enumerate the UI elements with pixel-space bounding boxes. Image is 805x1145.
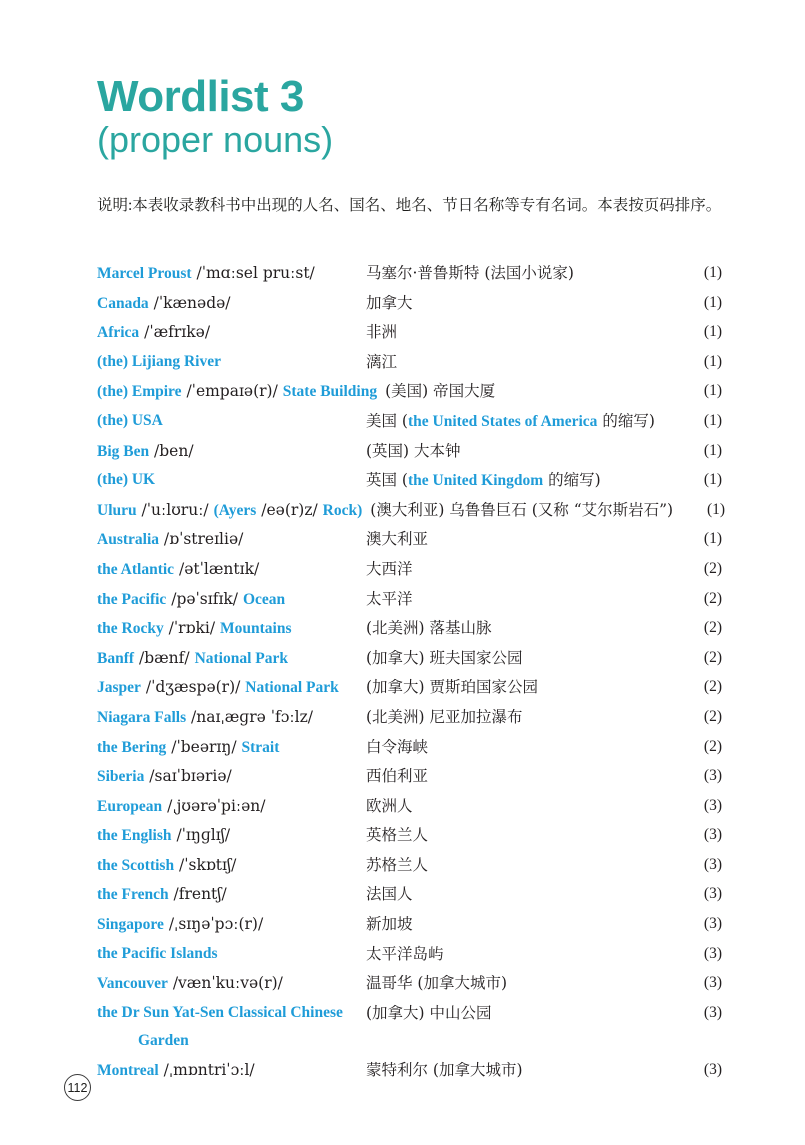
- entry-word: Australia: [97, 531, 159, 549]
- translation-text: 澳大利亚: [366, 530, 429, 549]
- term-line: [97, 437, 358, 467]
- translation-text: (加拿大) 贾斯珀国家公园: [366, 678, 539, 697]
- entry-word: Uluru: [97, 501, 137, 519]
- translation-cell: [366, 259, 670, 289]
- ipa-text: /ɒˈstreɪliə/: [159, 530, 244, 549]
- entry-word: the English: [97, 827, 172, 845]
- ipa-text: /ˈɪŋɡlɪʃ/: [171, 826, 231, 845]
- wordlist-row: [97, 348, 722, 378]
- term-line: [97, 821, 358, 851]
- term-cell: [97, 910, 366, 940]
- translation-text: 加拿大: [366, 293, 413, 312]
- term-cell: [97, 377, 385, 407]
- page-ref: (1): [703, 264, 722, 281]
- wordlist: [97, 259, 726, 1086]
- wordlist-row: [97, 673, 722, 703]
- term-line: [97, 999, 358, 1028]
- ipa-text: /ˈuːlʊruː/: [136, 500, 214, 519]
- translation-text: (北美洲) 落基山脉: [366, 619, 492, 638]
- ipa-text: /ˌmɒntriˈɔːl/: [158, 1061, 255, 1080]
- translation-text: 太平洋岛屿: [366, 944, 444, 963]
- ipa-text: /ˈmɑːsel pruːst/: [191, 264, 315, 282]
- entry-word: State Building: [282, 383, 378, 401]
- entry-word: Siberia: [97, 768, 145, 786]
- term-line: [97, 407, 358, 436]
- term-cell: [97, 318, 366, 348]
- term-cell: [97, 496, 370, 526]
- entry-word: the Atlantic: [97, 560, 175, 578]
- translation-text: (加拿大) 班夫国家公园: [366, 648, 523, 667]
- translation-cell: [366, 880, 670, 910]
- term-cell: [97, 525, 366, 555]
- translation-cell: [366, 437, 670, 467]
- translation-cell: [366, 792, 670, 822]
- ipa-text: /ˈkænədə/: [148, 293, 231, 312]
- translation-cell: [366, 614, 670, 644]
- translation-cell: [385, 377, 670, 407]
- ipa-text: /ˈbeərɪŋ/: [166, 737, 242, 756]
- ipa-text: /ˌjʊərəˈpiːən/: [162, 796, 266, 815]
- term-line: [97, 318, 358, 348]
- entry-word: (Ayers: [213, 501, 257, 519]
- wordlist-row: [97, 496, 726, 526]
- translation-text: 太平洋: [366, 589, 413, 608]
- term-cell: [97, 999, 366, 1056]
- wordlist-row: [97, 407, 722, 437]
- page-subtitle: (proper nouns): [97, 119, 334, 160]
- translation-cell: [366, 703, 670, 733]
- wordlist-row: [97, 466, 722, 496]
- translation-cell: [366, 318, 670, 348]
- translation-text: 的缩写): [543, 471, 601, 490]
- translation-text: 新加坡: [366, 915, 413, 934]
- term-cell: [97, 940, 366, 969]
- page-ref: (3): [703, 944, 722, 962]
- wordlist-row: [97, 999, 722, 1056]
- translation-cell: [366, 585, 670, 615]
- page-ref: (2): [703, 678, 722, 696]
- page-number-badge: [64, 1074, 91, 1101]
- entry-word: the Bering: [97, 738, 167, 756]
- translation-text: 英国 (: [366, 471, 408, 490]
- translation-text: 的缩写): [597, 411, 655, 430]
- entry-word: the Scottish: [97, 856, 175, 874]
- term-cell: [97, 969, 366, 999]
- wordlist-row: [97, 940, 722, 970]
- term-cell: [97, 821, 366, 851]
- term-line: [97, 259, 358, 289]
- translation-cell: [366, 525, 670, 555]
- wordlist-row: [97, 525, 722, 555]
- entry-word: Jasper: [97, 679, 141, 697]
- page-ref: (3): [703, 796, 722, 814]
- page-ref: (3): [703, 1003, 722, 1021]
- page-ref: (2): [703, 648, 722, 666]
- translation-text: (加拿大) 中山公园: [366, 1003, 492, 1022]
- wordlist-row: [97, 555, 722, 585]
- entry-word: the Pacific: [97, 590, 167, 608]
- term-cell: [97, 466, 366, 495]
- translation-text: 非洲: [366, 323, 398, 342]
- wordlist-row: [97, 969, 722, 999]
- entry-word: Garden: [138, 1032, 189, 1050]
- page-ref: (2): [703, 559, 722, 577]
- translation-cell: [366, 851, 670, 881]
- page-ref: (1): [707, 500, 726, 518]
- entry-word: the United Kingdom: [407, 472, 544, 490]
- wordlist-row: [97, 585, 722, 615]
- translation-cell: [366, 910, 670, 940]
- entry-word: Singapore: [97, 916, 164, 934]
- ipa-text: /ˌsɪŋəˈpɔː(r)/: [163, 915, 264, 934]
- entry-word: National Park: [194, 649, 288, 667]
- entry-word: Vancouver: [97, 975, 168, 993]
- description-note: 说明:本表收录教科书中出现的人名、国名、地名、节日名称等专有名词。本表按页码排序。: [97, 197, 722, 214]
- translation-text: 白令海峡: [366, 737, 429, 756]
- translation-cell: [366, 644, 670, 674]
- page-ref: (2): [703, 619, 722, 637]
- page-ref: (1): [703, 323, 722, 341]
- wordlist-row: [97, 289, 722, 319]
- page-ref: (3): [703, 855, 722, 873]
- term-line: [97, 644, 358, 674]
- translation-cell: [366, 407, 670, 437]
- term-line: [97, 466, 358, 495]
- page-ref: (1): [703, 530, 722, 548]
- term-line: [97, 496, 362, 526]
- term-line: [97, 1056, 358, 1086]
- translation-cell: [366, 348, 670, 378]
- term-cell: [97, 614, 366, 644]
- entry-word: (the) Lijiang River: [97, 352, 221, 370]
- entry-word: the Rocky: [97, 620, 164, 638]
- entry-word: Mountains: [219, 620, 292, 638]
- translation-text: (美国) 帝国大厦: [385, 382, 496, 401]
- entry-word: (the) Empire: [97, 383, 182, 401]
- entry-word: the United States of America: [407, 412, 598, 430]
- wordlist-row: [97, 614, 722, 644]
- wordlist-row: [97, 1056, 722, 1086]
- term-line: [97, 289, 358, 319]
- entry-word: Africa: [97, 324, 140, 342]
- page-ref: (3): [703, 826, 722, 844]
- entry-word: Banff: [97, 649, 135, 667]
- entry-word: Ocean: [242, 590, 286, 608]
- wordlist-row: [97, 259, 722, 289]
- term-cell: [97, 437, 366, 467]
- term-line: [97, 733, 358, 763]
- ipa-text: /ˈrɒki/: [163, 619, 220, 638]
- translation-cell: [366, 673, 670, 703]
- wordlist-row: [97, 318, 722, 348]
- term-cell: [97, 733, 366, 763]
- translation-cell: [370, 496, 673, 526]
- translation-text: (北美洲) 尼亚加拉瀑布: [366, 707, 523, 726]
- page-content: [97, 72, 726, 1086]
- term-cell: [97, 348, 366, 377]
- page-ref: (1): [703, 471, 722, 489]
- translation-cell: [366, 289, 670, 319]
- term-line: [97, 614, 358, 644]
- term-cell: [97, 259, 366, 289]
- translation-text: 美国 (: [366, 411, 408, 430]
- ipa-text: /ˈdʒæspə(r)/: [140, 678, 246, 697]
- page-ref: (2): [703, 737, 722, 755]
- ipa-text: /naɪˌæɡrə ˈfɔːlz/: [186, 707, 313, 726]
- term-line: [97, 969, 358, 999]
- term-cell: [97, 407, 366, 436]
- ipa-text: /ben/: [149, 441, 194, 460]
- ipa-text: /ˈskɒtɪʃ/: [174, 855, 237, 874]
- term-line: [97, 762, 358, 792]
- wordlist-row: [97, 821, 722, 851]
- page-ref: (3): [703, 1061, 722, 1079]
- translation-text: 蒙特利尔 (加拿大城市): [366, 1061, 523, 1080]
- translation-cell: [366, 466, 670, 496]
- translation-cell: [366, 821, 670, 851]
- translation-text: 马塞尔·普鲁斯特 (法国小说家): [366, 264, 574, 282]
- term-line: [97, 792, 358, 822]
- entry-word: the Dr Sun Yat-Sen Classical Chinese: [97, 1003, 343, 1021]
- translation-cell: [366, 969, 670, 999]
- ipa-text: /saɪˈbɪəriə/: [144, 767, 232, 786]
- ipa-text: /ˈempaɪə(r)/: [181, 382, 283, 401]
- entry-word: Niagara Falls: [97, 708, 187, 726]
- term-line: [97, 585, 358, 615]
- term-line: [97, 348, 358, 377]
- ipa-text: /ˈæfrɪkə/: [139, 323, 211, 342]
- page-ref: (1): [703, 411, 722, 429]
- translation-cell: [366, 999, 670, 1029]
- ipa-text: /pəˈsɪfɪk/: [166, 589, 243, 608]
- term-cell: [97, 1056, 366, 1086]
- translation-text: 英格兰人: [366, 826, 429, 845]
- entry-word: the French: [97, 886, 169, 904]
- ipa-text: /bænf/: [134, 648, 195, 667]
- page-ref: (3): [703, 767, 722, 785]
- page-ref: (3): [703, 915, 722, 933]
- term-line: [97, 377, 377, 407]
- translation-text: (英国) 大本钟: [366, 441, 461, 460]
- translation-text: 漓江: [366, 352, 398, 371]
- translation-text: 大西洋: [366, 559, 413, 578]
- entry-word: Montreal: [97, 1062, 159, 1080]
- entry-word: Big Ben: [97, 442, 150, 460]
- term-line: [97, 940, 358, 969]
- entry-word: European: [97, 797, 163, 815]
- page-title: Wordlist 3: [97, 72, 304, 121]
- ipa-text: /frentʃ/: [168, 885, 227, 904]
- entry-word: Rock): [322, 501, 363, 519]
- page-ref: (1): [703, 441, 722, 459]
- entry-word: Strait: [241, 738, 280, 756]
- term-cell: [97, 555, 366, 585]
- term-cell: [97, 851, 366, 881]
- term-line-continued: [97, 1027, 358, 1056]
- term-line: [97, 525, 358, 555]
- entry-word: the Pacific Islands: [97, 944, 218, 962]
- term-line: [97, 703, 358, 733]
- translation-cell: [366, 555, 670, 585]
- translation-cell: [366, 1056, 670, 1086]
- wordlist-row: [97, 851, 722, 881]
- term-cell: [97, 673, 366, 703]
- translation-cell: [366, 762, 670, 792]
- wordlist-row: [97, 733, 722, 763]
- translation-text: 温哥华 (加拿大城市): [366, 974, 508, 993]
- translation-text: (澳大利亚) 乌鲁鲁巨石 (又称 “艾尔斯岩石”): [370, 500, 674, 519]
- entry-word: (the) USA: [97, 411, 163, 429]
- translation-text: 欧洲人: [366, 796, 413, 815]
- wordlist-row: [97, 437, 722, 467]
- term-cell: [97, 792, 366, 822]
- page-ref: (3): [703, 974, 722, 992]
- term-line: [97, 880, 358, 910]
- entry-word: Marcel Proust: [97, 265, 192, 282]
- entry-word: (the) UK: [97, 471, 156, 489]
- page-ref: (2): [703, 707, 722, 725]
- ipa-text: /vænˈkuːvə(r)/: [167, 974, 283, 993]
- term-cell: [97, 644, 366, 674]
- page-ref: (1): [703, 382, 722, 400]
- term-line: [97, 910, 358, 940]
- wordlist-row: [97, 377, 722, 407]
- term-cell: [97, 703, 366, 733]
- page-ref: (1): [703, 352, 722, 370]
- entry-word: Canada: [97, 294, 149, 312]
- term-line: [97, 673, 358, 703]
- wordlist-row: [97, 910, 722, 940]
- page-number: 112: [67, 1080, 88, 1095]
- wordlist-row: [97, 880, 722, 910]
- translation-text: 法国人: [366, 885, 413, 904]
- entry-word: National Park: [245, 679, 339, 697]
- term-cell: [97, 880, 366, 910]
- page-ref: (2): [703, 589, 722, 607]
- translation-text: 苏格兰人: [366, 855, 429, 874]
- term-line: [97, 851, 358, 881]
- page-ref: (3): [703, 885, 722, 903]
- wordlist-row: [97, 644, 722, 674]
- page-ref: (1): [703, 293, 722, 311]
- term-cell: [97, 762, 366, 792]
- ipa-text: /ətˈlæntɪk/: [174, 559, 260, 578]
- translation-cell: [366, 733, 670, 763]
- term-cell: [97, 289, 366, 319]
- translation-text: 西伯利亚: [366, 767, 429, 786]
- wordlist-row: [97, 762, 722, 792]
- term-cell: [97, 585, 366, 615]
- term-line: [97, 555, 358, 585]
- wordlist-row: [97, 792, 722, 822]
- translation-cell: [366, 940, 670, 970]
- wordlist-row: [97, 703, 722, 733]
- ipa-text: /eə(r)z/: [256, 500, 323, 519]
